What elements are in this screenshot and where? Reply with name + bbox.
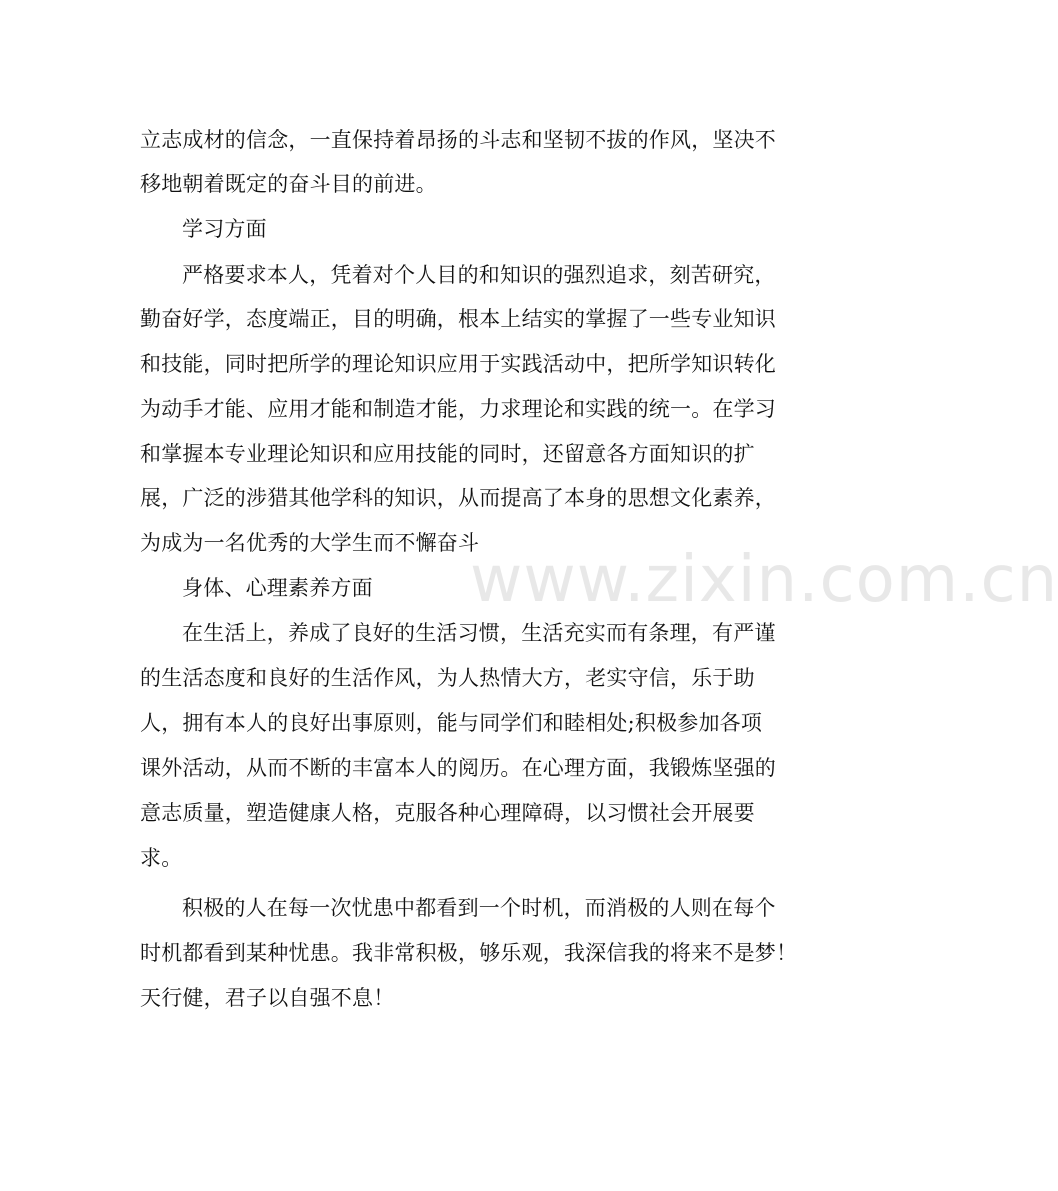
paragraph-line: 天行健，君子以自强不息！ [140, 986, 395, 1010]
paragraph-line: 勤奋好学，态度端正，目的明确，根本上结实的掌握了一些专业知识 [140, 307, 776, 331]
watermark: www.zixin.com.cn [470, 543, 1058, 617]
paragraph-line: 和掌握本专业理论知识和应用技能的同时，还留意各方面知识的扩 [140, 442, 755, 466]
paragraph-line: 为成为一名优秀的大学生而不懈奋斗 [140, 531, 480, 555]
paragraph-line: 课外活动，从而不断的丰富本人的阅历。在心理方面，我锻炼坚强的 [140, 756, 776, 780]
paragraph-line: 严格要求本人，凭着对个人目的和知识的强烈追求，刻苦研究， [182, 263, 776, 287]
paragraph-line: 和技能，同时把所学的理论知识应用于实践活动中，把所学知识转化 [140, 352, 776, 376]
paragraph-line: 求。 [140, 846, 183, 870]
paragraph-line: 移地朝着既定的奋斗目的前进。 [140, 172, 437, 196]
paragraph-line: 积极的人在每一次忧患中都看到一个时机，而消极的人则在每个 [182, 896, 776, 920]
section-heading-body-mind: 身体、心理素养方面 [182, 576, 373, 600]
paragraph-line: 展，广泛的涉猎其他学科的知识，从而提高了本身的思想文化素养， [140, 486, 776, 510]
paragraph-line: 时机都看到某种忧患。我非常积极，够乐观，我深信我的将来不是梦！ [140, 941, 798, 965]
paragraph-line: 的生活态度和良好的生活作风，为人热情大方，老实守信，乐于助 [140, 666, 755, 690]
paragraph-line: 人，拥有本人的良好出事原则，能与同学们和睦相处;积极参加各项 [140, 711, 763, 735]
paragraph-line: 立志成材的信念，一直保持着昂扬的斗志和坚韧不拔的作风，坚决不 [140, 128, 776, 152]
paragraph-line: 为动手才能、应用才能和制造才能，力求理论和实践的统一。在学习 [140, 397, 776, 421]
section-heading-study: 学习方面 [182, 217, 267, 241]
paragraph-line: 意志质量，塑造健康人格，克服各种心理障碍，以习惯社会开展要 [140, 801, 755, 825]
paragraph-line: 在生活上，养成了良好的生活习惯，生活充实而有条理，有严谨 [182, 621, 776, 645]
